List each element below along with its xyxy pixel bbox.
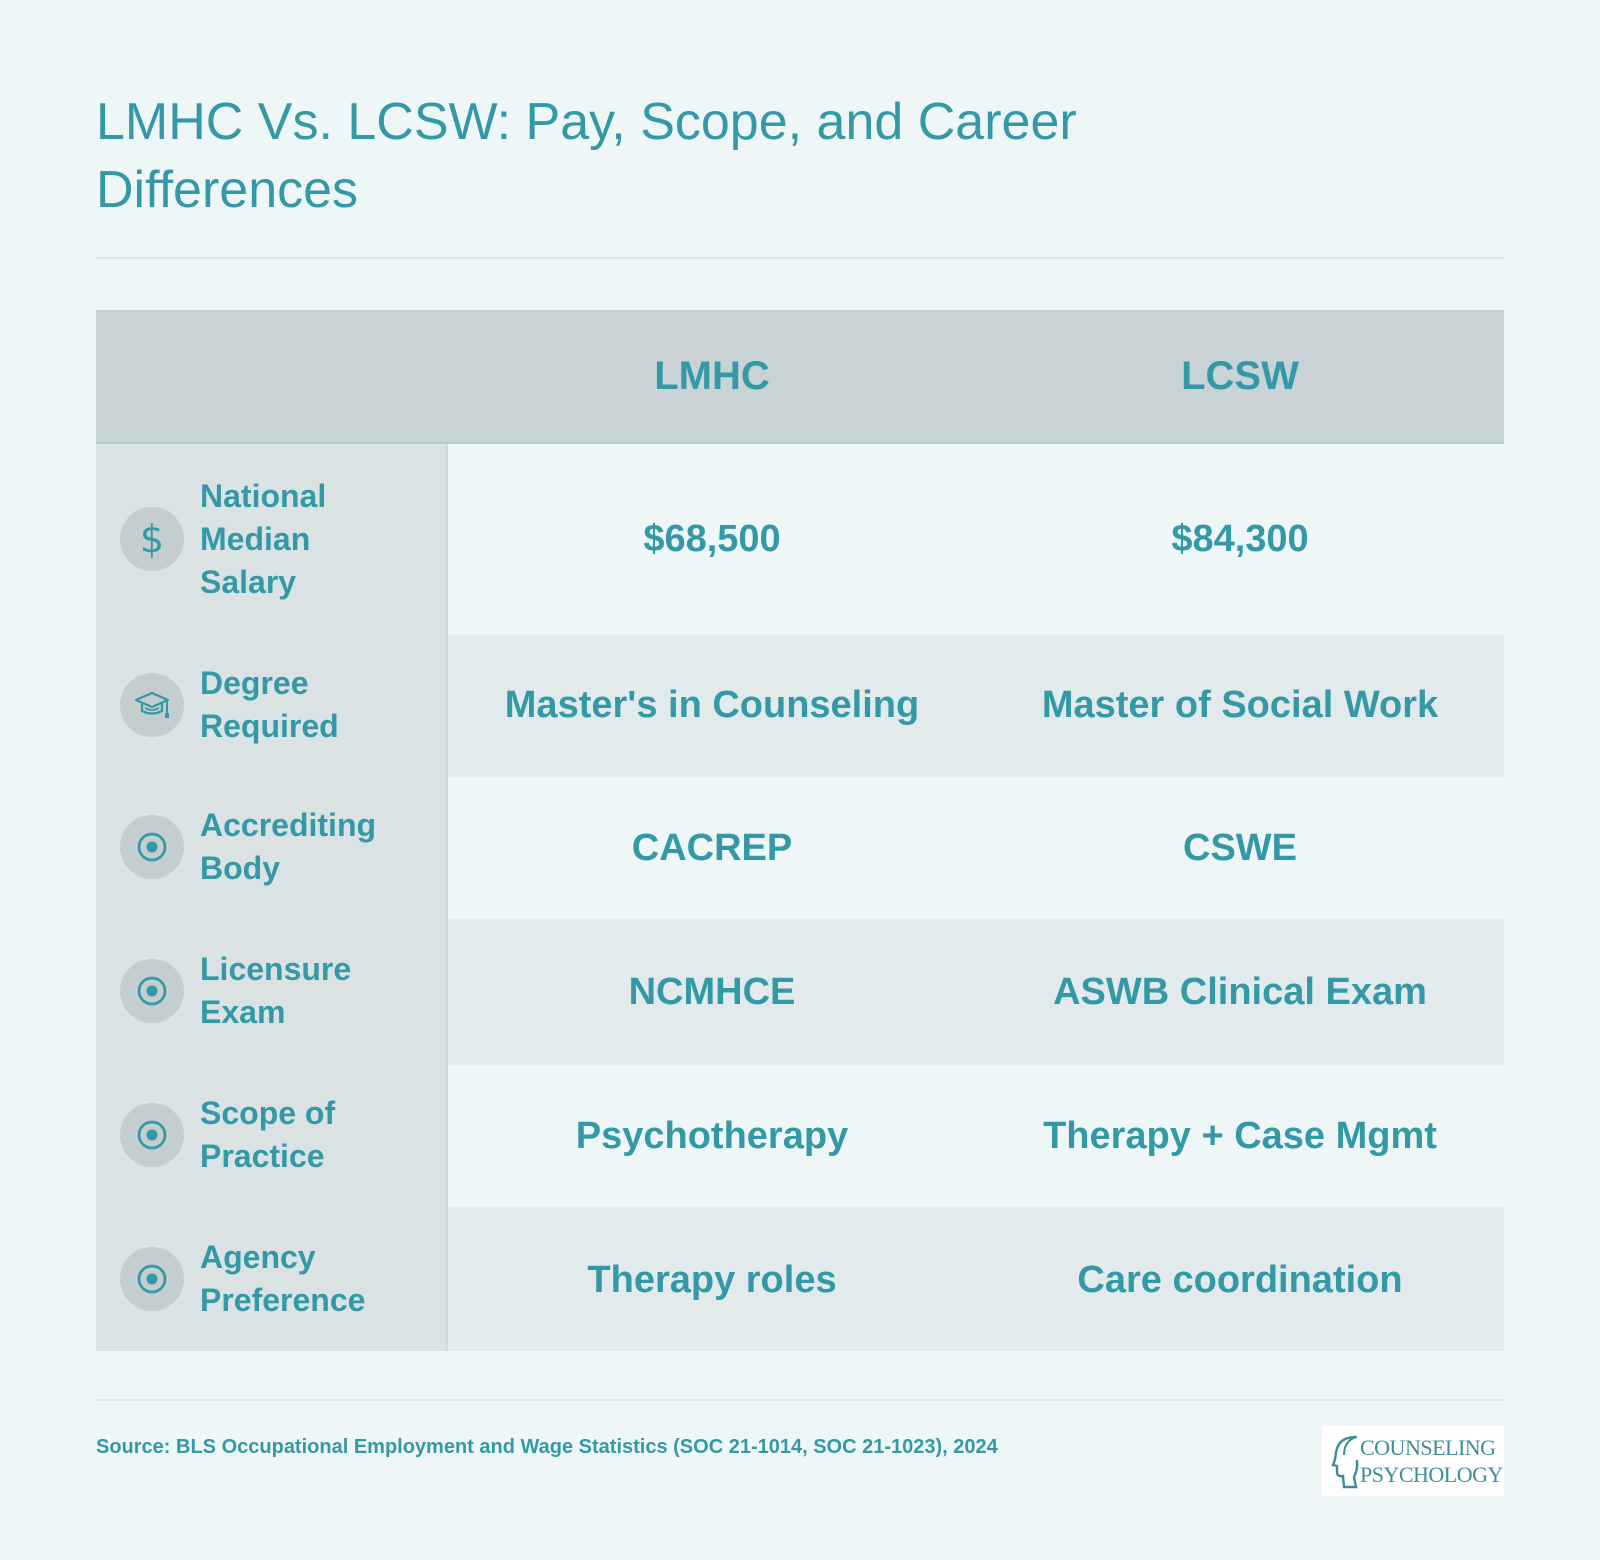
cell-lcsw: Master of Social Work xyxy=(976,634,1504,775)
dollar-icon xyxy=(120,507,184,571)
logo-line-1: COUNSELING xyxy=(1360,1435,1496,1460)
head-silhouette-icon xyxy=(1330,1431,1360,1491)
logo-wordmark xyxy=(1360,1434,1503,1488)
graduation-cap-icon xyxy=(120,673,184,737)
source-note: Source: BLS Occupational Employment and Wage Statistics (SOC 21-1014, SOC 21-1023), 2024 xyxy=(96,1436,998,1458)
target-icon xyxy=(120,1103,184,1167)
target-svg xyxy=(136,831,168,863)
row-label xyxy=(96,444,448,634)
row-label xyxy=(96,919,448,1063)
dollar-symbol: $ xyxy=(139,517,165,561)
comparison-table xyxy=(96,310,1504,1351)
table-row xyxy=(96,444,1504,634)
table-row xyxy=(96,634,1504,775)
cell-lcsw: $84,300 xyxy=(976,444,1504,634)
row-label-text: National Median Salary xyxy=(200,477,327,600)
cell-lmhc: CACREP xyxy=(448,775,976,919)
header-corner xyxy=(96,310,448,442)
target-icon xyxy=(120,815,184,879)
cell-lmhc: NCMHCE xyxy=(448,919,976,1063)
cell-lmhc: Psychotherapy xyxy=(448,1063,976,1207)
target-svg xyxy=(136,1119,168,1151)
cell-lcsw: Care coordination xyxy=(976,1207,1504,1351)
row-label xyxy=(96,1207,448,1351)
row-label xyxy=(96,634,448,775)
table-header xyxy=(96,310,1504,444)
row-label xyxy=(96,775,448,919)
row-label-text: Degree Required xyxy=(200,664,339,744)
table-row xyxy=(96,1063,1504,1207)
cell-lcsw: ASWB Clinical Exam xyxy=(976,919,1504,1063)
target-icon xyxy=(120,959,184,1023)
row-label-text: Accrediting Body xyxy=(200,807,377,886)
target-icon xyxy=(120,1247,184,1311)
counseling-psychology-logo xyxy=(1322,1426,1504,1496)
target-svg xyxy=(136,1263,168,1295)
row-label-text: Agency Preference xyxy=(200,1239,366,1318)
title-divider xyxy=(96,257,1504,259)
row-label xyxy=(96,1063,448,1207)
table-row xyxy=(96,919,1504,1063)
column-header-lmhc: LMHC xyxy=(654,353,770,398)
footer-divider xyxy=(96,1399,1504,1401)
row-label-text: Scope of Practice xyxy=(200,1095,336,1174)
logo-line-2: PSYCHOLOGY xyxy=(1360,1462,1503,1487)
column-header-lcsw: LCSW xyxy=(1181,353,1299,398)
page-title: LMHC Vs. LCSW: Pay, Scope, and Career Differences xyxy=(96,93,1077,219)
graduation-cap-svg xyxy=(133,686,171,724)
table-row xyxy=(96,775,1504,919)
cell-lcsw: Therapy + Case Mgmt xyxy=(976,1063,1504,1207)
row-label-text: Licensure Exam xyxy=(200,951,352,1030)
target-svg xyxy=(136,975,168,1007)
cell-lcsw: CSWE xyxy=(976,775,1504,919)
cell-lmhc: Therapy roles xyxy=(448,1207,976,1351)
cell-lmhc: Master's in Counseling xyxy=(448,634,976,775)
cell-lmhc: $68,500 xyxy=(448,444,976,634)
table-row xyxy=(96,1207,1504,1351)
